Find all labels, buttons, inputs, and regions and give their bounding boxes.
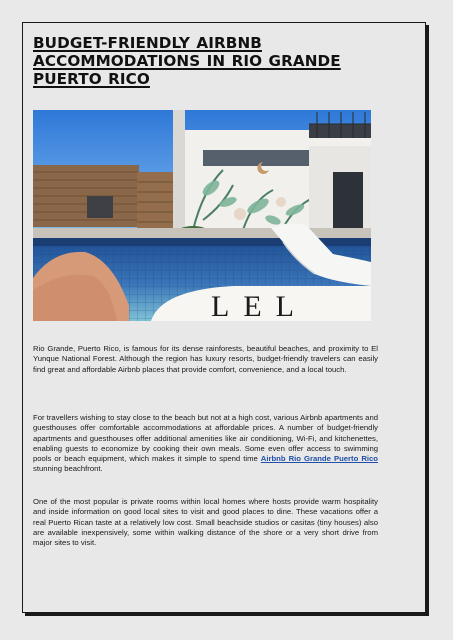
paragraph-beach-apartments: [33, 413, 378, 475]
paragraph-private-rooms: One of the most popular is private rooms within local homes where hosts provide warm hospitality and inside information on good local sites to visit and good places to dine. These vacations offer a real Puerto Rican taste at a relatively low cost. Small beachside studios or casitas (tiny houses) also are available inexpensively, some within walking distance of the shore or a very short drive from major sites to visit.: [33, 497, 378, 548]
paragraph-text: For travellers wishing to stay close to the beach but not at a high cost, various Airbnb apartments and guesthouses offer comfortable accommodations at affordable prices. A number of budget-friendly apartments and guesthouses offer additional amenities like air conditioning, Wi-Fi, and kitchenettes, enabling guests to economize by cooking their own meals. Some even offer access to swimming pools or beach equipment, which makes it simple to spend time: [33, 413, 378, 464]
airbnb-rio-grande-link[interactable]: Airbnb Rio Grande Puerto Rico: [260, 454, 378, 464]
paragraph-intro: Rio Grande, Puerto Rico, is famous for its dense rainforests, beautiful beaches, and proximity to El Yunque National Forest. Although the region has luxury resorts, budget-friendly travelers can easily find great and affordable Airbnb places that provide comfort, convenience, and a local touch.: [33, 344, 378, 374]
paragraph-text: stunning beachfront.: [33, 464, 103, 474]
photo-text: LEL: [211, 290, 308, 321]
pool-photo: [33, 110, 371, 321]
page-title: BUDGET-FRIENDLY AIRBNB ACCOMMODATIONS IN RIO GRANDE PUERTO RICO: [33, 34, 341, 88]
